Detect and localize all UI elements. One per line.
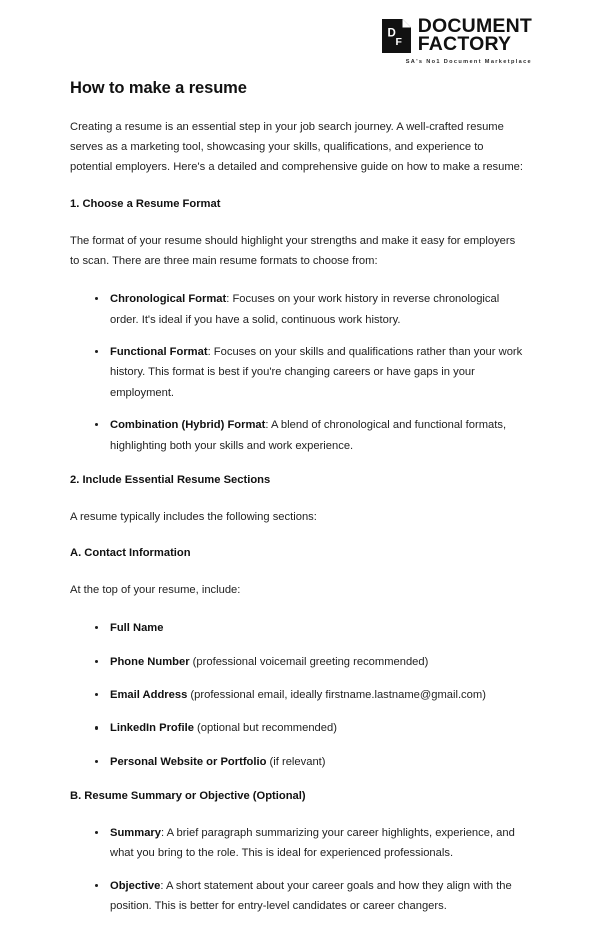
list-item (70, 823, 525, 864)
list-item-term: Objective (110, 879, 161, 892)
list-item (70, 876, 525, 917)
brand-tagline: SA's No1 Document Marketplace (405, 58, 532, 65)
list-item-text: : A short statement about your career goals and how they align with the position. This is better for entry-level candidates or career changers. (110, 879, 512, 913)
list-item (70, 718, 525, 738)
page-title: How to make a resume (70, 79, 247, 97)
list-item-term: Combination (Hybrid) Format (110, 419, 266, 432)
contact-information-list (70, 618, 525, 772)
list-item-text: : Focuses on your skills and qualifications rather than your work history. This format is best if you're changing careers or have gaps in your employment. (110, 346, 523, 399)
list-item-term: LinkedIn Profile (110, 722, 194, 735)
list-item-text: (optional but recommended) (193, 722, 337, 735)
section-heading-2: 2. Include Essential Resume Sections (70, 473, 271, 486)
section-heading-1: 1. Choose a Resume Format (70, 197, 221, 210)
list-item-text: : A brief paragraph summarizing your career highlights, experience, and what you bring to the role. This is ideal for experienced professionals. (110, 826, 515, 860)
list-item-term: Chronological Format (110, 293, 227, 306)
summary-objective-list (70, 823, 525, 917)
list-item (70, 415, 525, 456)
list-item (70, 752, 525, 772)
list-item-term: Functional Format (110, 346, 208, 359)
document-body (70, 78, 525, 932)
list-item-text: (professional voicemail greeting recommended) (189, 655, 429, 668)
logo-lockup (382, 15, 532, 55)
section-1-intro: The format of your resume should highlight your strengths and make it easy for employers to scan. There are three main resume formats to choose from: (70, 234, 516, 267)
intro-paragraph: Creating a resume is an essential step in your job search journey. A well-crafted resume serves as a marketing tool, showcasing your skills, qualifications, and experience to potential employers. Here's a detailed and comprehensive guide on how to make a resume: (70, 120, 524, 174)
brand-wordmark (417, 15, 532, 55)
list-item (70, 652, 525, 672)
list-item-term: Full Name (110, 622, 164, 635)
list-item (70, 618, 525, 638)
subsection-heading-a: A. Contact Information (70, 547, 191, 560)
list-item (70, 342, 525, 403)
subsection-heading-b: B. Resume Summary or Objective (Optional) (70, 790, 306, 803)
list-item-text: : Focuses on your work history in reverse chronological order. It's ideal if you have a solid, continuous work history. (110, 293, 500, 326)
list-item-term: Summary (110, 826, 161, 839)
list-item-text: : A blend of chronological and functional formats, highlighting both your skills and work experience. (110, 419, 507, 452)
list-item (70, 289, 525, 330)
logo-letter-f: F (395, 35, 402, 48)
list-item-text: (professional email, ideally firstname.lastname@gmail.com) (187, 689, 486, 702)
list-item-term: Email Address (110, 689, 188, 702)
brand-name-line-1: DOCUMENT (417, 15, 532, 37)
list-item (70, 685, 525, 705)
logo-letter-d: D (387, 27, 396, 40)
brand-header (382, 15, 532, 65)
list-item-text: (if relevant) (266, 755, 326, 768)
document-page-icon (382, 19, 411, 53)
list-item-term: Personal Website or Portfolio (110, 755, 267, 768)
brand-name-line-2: FACTORY (417, 32, 512, 55)
subsection-a-intro: At the top of your resume, include: (70, 583, 241, 596)
resume-format-list (70, 289, 525, 456)
section-2-intro: A resume typically includes the following sections: (70, 510, 317, 523)
list-item-term: Phone Number (110, 655, 190, 668)
